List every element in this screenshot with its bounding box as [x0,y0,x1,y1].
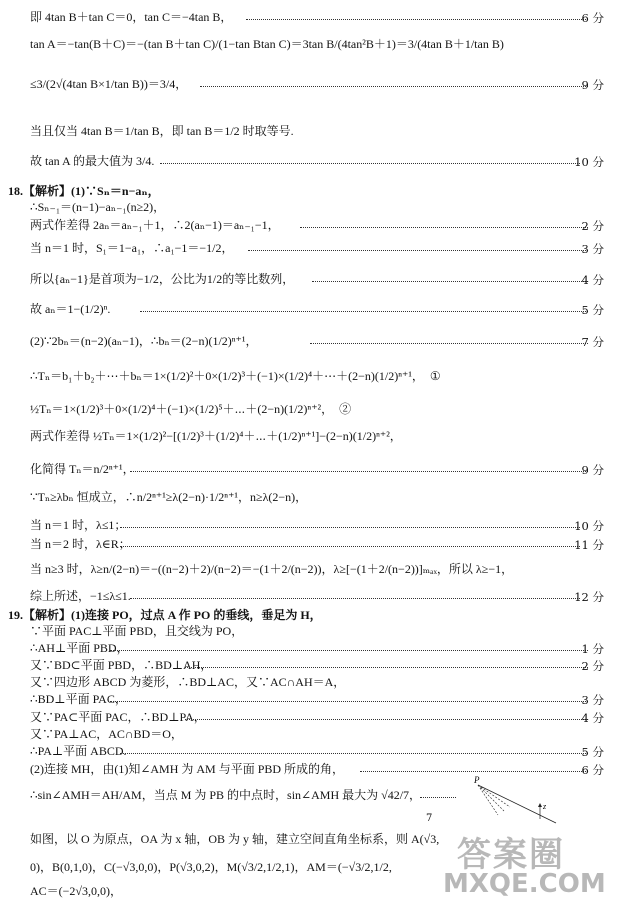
leader-dots [310,343,588,344]
watermark-en: MXQE.COM [443,869,606,899]
line-text: 化简得 Tₙ＝n/2ⁿ⁺¹， [30,462,135,476]
line-text: 当且仅当 4tan B＝1/tan B，即 tan B＝1/2 时取等号. [30,124,294,138]
solution-line [0,298,620,320]
score-mark: 9 分 [581,463,604,477]
geometry-figure-icon [468,775,558,825]
score-mark: 5 分 [581,303,604,317]
line-text: ∴BD⊥平面 PAC， [30,692,127,706]
line-text: 综上所述，−1≤λ≤1. [30,589,131,603]
leader-dots [140,311,588,312]
solution-line [0,558,620,580]
leader-dots [120,546,580,547]
line-text: 当 n＝1 时，S₁＝1−a₁，∴a₁−1＝−1/2， [30,241,234,255]
page-number: 7 [426,813,433,824]
watermark-cn: 答案圈 [457,835,565,875]
line-text: ∴AH⊥平面 PBD， [30,641,129,655]
score-mark: 6 分 [581,763,604,777]
line-text: (2)∵2bₙ＝(n−2)(aₙ−1)，∴bₙ＝(2−n)(1/2)ⁿ⁺¹， [30,334,258,348]
score-mark: 11 分 [574,538,604,552]
line-text: 18.【解析】(1)∵Sₙ＝n−aₙ， [8,184,160,198]
leader-dots [200,86,588,87]
line-text: 两式作差得 ½Tₙ＝1×(1/2)²−[(1/2)³＋(1/2)⁴＋⋯＋(1/2)ⁿ⁺¹]−(2−n)(1/2)ⁿ⁺²， [30,429,402,443]
score-mark: 2 分 [581,219,604,233]
line-text: ∵Tₙ≥λbₙ 恒成立，∴n/2ⁿ⁺¹≥λ(2−n)·1/2ⁿ⁺¹，n≥λ(2−n)， [30,490,308,504]
leader-dots [185,667,588,668]
leader-dots [130,598,580,599]
line-text: 所以{aₙ−1}是首项为−1/2，公比为1/2的等比数列， [30,272,295,286]
watermark-logo [439,823,614,903]
line-text: ∴Sₙ₋₁＝(n−1)−aₙ₋₁(n≥2)， [30,200,166,214]
score-mark: 12 分 [574,590,604,604]
line-text: ½Tₙ＝1×(1/2)³＋0×(1/2)⁴＋(−1)×(1/2)⁵＋⋯＋(2−n)(1/2)ⁿ⁺²， ② [30,402,352,416]
score-mark: 4 分 [581,273,604,287]
line-text: 又∵PA⊂平面 PAC，∴BD⊥PA， [30,710,206,724]
solution-line [0,150,620,172]
solution-line [0,6,620,28]
leader-dots [130,471,588,472]
leader-dots [110,701,588,702]
leader-dots [185,719,588,720]
line-text: 又∵四边形 ABCD 为菱形，∴BD⊥AC，又∵AC∩AH＝A， [30,675,346,689]
line-text: 当 n＝1 时，λ≤1； [30,518,127,532]
score-mark: 7 分 [581,335,604,349]
leader-dots [248,250,588,251]
solution-line [0,533,620,555]
solution-line [0,268,620,290]
solution-line [0,237,620,259]
line-text: ∴PA⊥平面 ABCD. [30,744,127,758]
line-text: 即 4tan B＋tan C＝0，tan C＝−4tan B， [30,10,233,24]
score-mark: 2 分 [581,659,604,673]
line-text: 当 n＝2 时，λ∈R； [30,537,131,551]
line-text: 又∵PA⊥AC，AC∩BD＝O， [30,727,183,741]
leader-dots [420,797,456,798]
leader-dots [312,281,588,282]
solution-line [0,486,620,508]
solution-line [0,214,620,236]
solution-line [0,458,620,480]
line-text: 故 aₙ＝1−(1/2)ⁿ. [30,302,111,316]
score-mark: 5 分 [581,745,604,759]
leader-dots [300,227,588,228]
line-text: 又∵BD⊂平面 PBD，∴BD⊥AH， [30,658,213,672]
line-text: 两式作差得 2aₙ＝aₙ₋₁＋1，∴2(aₙ−1)＝aₙ₋₁−1， [30,218,280,232]
line-text: ∵平面 PAC⊥平面 PBD，且交线为 PO， [30,624,244,638]
svg-text:z: z [543,802,547,811]
line-text: ∴sin∠AMH＝AH/AM，当点 M 为 PB 的中点时，sin∠AMH 最大为 √42/7， [30,788,422,802]
leader-dots [120,753,588,754]
svg-text:P: P [474,775,480,785]
leader-dots [160,163,580,164]
solution-line [0,365,620,387]
line-text: ≤3/(2√(4tan B×1/tan B))＝3/4， [30,77,188,91]
score-mark: 1 分 [581,642,604,656]
leader-dots [120,527,580,528]
leader-dots [246,19,588,20]
line-text: (2)连接 MH，由(1)知∠AMH 为 AM 与平面 PBD 所成的角， [30,762,345,776]
line-text: 当 n≥3 时，λ≥n/(2−n)＝−((n−2)＋2)/(n−2)＝−(1＋2/(n−2))，λ≥[−(1＋2/(n−2))]ₘₐₓ，所以 λ≥−1， [30,562,514,576]
solution-line [0,120,620,142]
score-mark: 4 分 [581,711,604,725]
line-text: AC＝(−2√3,0,0)， [30,884,123,898]
score-mark: 9 分 [581,78,604,92]
leader-dots [360,771,588,772]
solution-line [0,425,620,447]
line-text: 19.【解析】(1)连接 PO，过点 A 作 PO 的垂线，垂足为 H， [8,608,322,622]
line-text: 如图，以 O 为原点，OA 为 x 轴，OB 为 y 轴，建立空间直角坐标系，则 A(√3, [30,832,440,846]
solution-line [0,330,620,352]
score-mark: 6 分 [581,11,604,25]
score-mark: 10 分 [574,155,604,169]
solution-line [0,73,620,95]
score-mark: 3 分 [581,242,604,256]
score-mark: 10 分 [574,519,604,533]
leader-dots [110,650,588,651]
solution-line [0,398,620,420]
score-mark: 3 分 [581,693,604,707]
line-text: tan A＝−tan(B＋C)＝−(tan B＋tan C)/(1−tan Btan C)＝3tan B/(4tan²B＋1)＝3/(4tan B＋1/tan B) [30,37,504,51]
line-text: 故 tan A 的最大值为 3/4. [30,154,155,168]
line-text: 0)，B(0,1,0)，C(−√3,0,0)，P(√3,0,2)，M(√3/2,1/2,1)，AM＝(−√3/2,1/2, [30,860,392,874]
solution-line [0,33,620,55]
line-text: ∴Tₙ＝b₁＋b₂＋⋯＋bₙ＝1×(1/2)²＋0×(1/2)³＋(−1)×(1/2)⁴＋⋯＋(2−n)(1/2)ⁿ⁺¹， ① [30,369,441,383]
